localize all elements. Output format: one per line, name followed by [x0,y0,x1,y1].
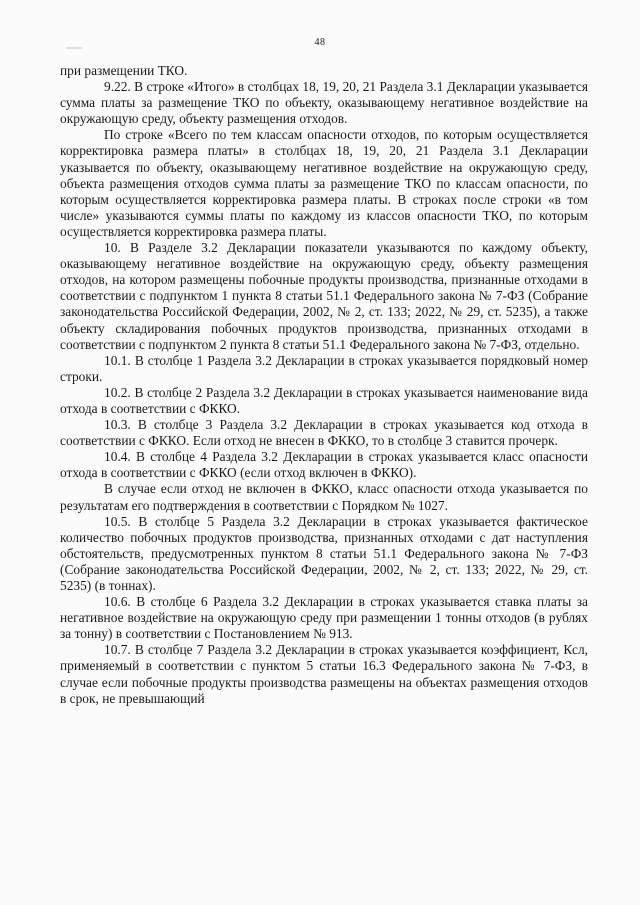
paragraph: 9.22. В строке «Итого» в столбцах 18, 19, 20, 21 Раздела 3.1 Декларации указывается сумма платы за размещение ТКО по объекту, оказывающему негативное воздействие на окружающую среду, объекту размещения отходов. [60,79,588,127]
paragraph: 10.6. В столбце 6 Раздела 3.2 Декларации в строках указывается ставка платы за негативное воздействие на окружающую среду при размещении 1 тонны отходов (в рублях за тонну) в соответствии с Постановлением № 913. [60,594,588,642]
paragraph: 10.4. В столбце 4 Раздела 3.2 Декларации в строках указывается класс опасности отхода в соответствии с ФККО (если отход включен в ФККО). [60,449,588,481]
paragraph: По строке «Всего по тем классам опасности отходов, по которым осуществляется корректировка размера платы» в столбцах 18, 19, 20, 21 Раздела 3.1 Декларации указывается по объекту, оказывающему негативное воздействие на окружающую среду, объекта размещения отходов сумма платы за размещение ТКО по классам опасности, по которым осуществляется корректировка размера платы. В строках после строки «в том числе» указываются суммы платы по каждому из классов опасности ТКО, по которым осуществляется корректировка размера платы. [60,127,588,239]
paragraph: 10.1. В столбце 1 Раздела 3.2 Декларации в строках указывается порядковый номер строки. [60,352,588,384]
paragraph: 10. В Разделе 3.2 Декларации показатели указываются по каждому объекту, оказывающему негативное воздействие на окружающую среду, объекту размещения отходов, на котором размещены побочные продукты производства, признанные отходами в соответствии с подпунктом 1 пункта 8 статьи 51.1 Федерального закона № 7-ФЗ (Собрание законодательства Российской Федерации, 2002, № 2, ст. 133; 2022, № 29, ст. 5235), а также объекту складирования побочных продуктов производства, признанных отходами в соответствии с подпунктом 2 пункта 8 статьи 51.1 Федерального закона № 7-ФЗ, отдельно. [60,240,588,352]
paragraph: 10.7. В столбце 7 Раздела 3.2 Декларации в строках указывается коэффициент, Ксл, применяемый в соответствии с пунктом 5 статьи 16.3 Федерального закона № 7-ФЗ, в случае если побочные продукты производства размещены на объектах размещения отходов в срок, не превышающий [60,642,588,706]
paragraph: В случае если отход не включен в ФККО, класс опасности отхода указывается по результатам его подтверждения в соответствии с Порядком № 1027. [60,481,588,513]
paragraph: 10.3. В столбце 3 Раздела 3.2 Декларации в строках указывается код отхода в соответствии с ФККО. Если отход не внесен в ФККО, то в столбце 3 ставится прочерк. [60,417,588,449]
paragraph: 10.2. В столбце 2 Раздела 3.2 Декларации в строках указывается наименование вида отхода в соответствии с ФККО. [60,384,588,416]
paragraph: 10.5. В столбце 5 Раздела 3.2 Декларации в строках указывается фактическое количество побочных продуктов производства, признанных отходами с дат наступления обстоятельств, предусмотренных пунктом 8 статьи 51.1 Федерального закона № 7-ФЗ (Собрание законодательства Российской Федерации, 2002, № 2, ст. 133; 2022, № 29, ст. 5235) (в тоннах). [60,513,588,593]
body-text [60,63,588,707]
paragraph: при размещении ТКО. [60,63,188,78]
page-number: 48 [314,37,326,48]
